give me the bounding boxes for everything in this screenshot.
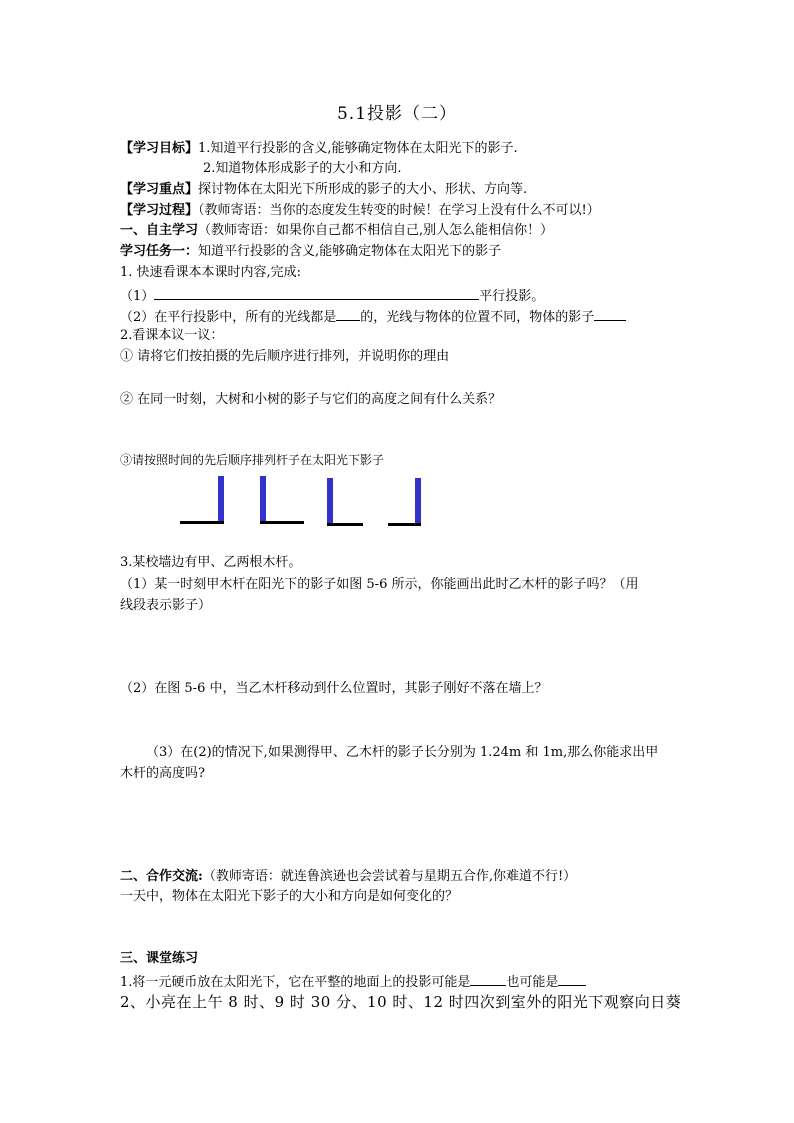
- section-1-note: （教师寄语：如果你自己都不相信自己,别人怎么能相信你！）: [198, 223, 554, 238]
- goal-item-1: 1.知道平行投影的含义,能够确定物体在太阳光下的影子.: [198, 141, 518, 156]
- question-1: 1. 快速看课本本课时内容,完成:: [120, 265, 302, 280]
- page-title: 5.1投影（二）: [336, 104, 458, 124]
- section-2-note: （教师寄语：就连鲁滨逊也会尝试着与星期五合作,你难道不行!）: [202, 869, 577, 884]
- exercise-2: 2、小亮在上午 8 时、9 时 30 分、10 时、12 时四次到室外的阳光下观察向日葵: [120, 993, 682, 1011]
- question-2-2: ② 在同一时刻，大树和小树的影子与它们的高度之间有什么关系？: [120, 392, 502, 407]
- section-2-question: 一天中，物体在太阳光下影子的大小和方向是如何变化的？: [120, 889, 459, 904]
- section-3-heading: 三、课堂练习: [120, 951, 199, 966]
- goal-item-2: 2.知道物体形成影子的大小和方向.: [203, 161, 402, 176]
- exercise-1-part-a: 1.将一元硬币放在太阳光下，它在平整的地面上的投影可能是: [120, 975, 471, 990]
- question-2-1: ① 请将它们按拍摄的先后顺序进行排列，并说明你的理由: [120, 349, 450, 364]
- question-2-3: ③请按照时间的先后顺序排列杆子在太阳光下影子: [120, 453, 385, 467]
- process-label: 【学习过程】: [120, 203, 199, 218]
- shadow-3: [327, 523, 363, 526]
- question-3-1-line-2: 线段表示影子）: [120, 598, 212, 613]
- section-1-heading: 一、自主学习: [120, 223, 199, 238]
- task-1-text: 知道平行投影的含义,能够确定物体在太阳光下的影子: [198, 244, 502, 259]
- learning-goals: [120, 141, 518, 157]
- question-1-1: [120, 286, 544, 305]
- question-1-2: [120, 307, 626, 326]
- question-1-1-suffix: 平行投影。: [479, 289, 545, 304]
- section-2-header: [120, 869, 576, 885]
- pole-1: [218, 476, 224, 524]
- question-3-3-line-1: （3）在(2)的情况下,如果测得甲、乙木杆的影子长分别为 1.24m 和 1m,那么你能求出甲: [146, 745, 659, 760]
- shadow-2: [260, 521, 304, 524]
- pole-3: [327, 478, 333, 526]
- shadow-4: [388, 523, 421, 526]
- task-1: [120, 244, 501, 260]
- exercise-blank-2[interactable]: [558, 972, 586, 986]
- question-2: 2.看课本议一议：: [120, 328, 224, 343]
- focus-label: 【学习重点】: [120, 182, 199, 197]
- answer-blank-2[interactable]: [336, 307, 360, 321]
- question-3-1-line-1: （1）某一时刻甲木杆在阳光下的影子如图 5-6 所示，你能画出此时乙木杆的影子吗？（用: [120, 577, 639, 592]
- pole-2: [260, 476, 266, 524]
- question-1-1-prefix: （1）: [120, 289, 155, 304]
- focus-text: 探讨物体在太阳光下所形成的影子的大小、形状、方向等.: [198, 182, 528, 197]
- goals-label: 【学习目标】: [120, 141, 199, 156]
- exercise-1: [120, 972, 586, 991]
- question-3-2: （2）在图 5-6 中，当乙木杆移动到什么位置时，其影子刚好不落在墙上？: [120, 681, 548, 696]
- exercise-blank-1[interactable]: [470, 972, 506, 986]
- answer-blank-1[interactable]: [154, 286, 479, 300]
- pole-shadow-figure: [170, 470, 440, 530]
- process-text: （教师寄语：当你的态度发生转变的时候！在学习上没有什么不可以!）: [198, 203, 600, 218]
- shadow-1: [180, 521, 224, 524]
- question-1-2-part-a: （2）在平行投影中，所有的光线都是: [120, 310, 337, 325]
- task-1-label: 学习任务一：: [120, 244, 199, 259]
- pole-4: [415, 478, 421, 526]
- answer-blank-3[interactable]: [594, 307, 626, 321]
- learning-process: [120, 203, 600, 219]
- learning-focus: [120, 182, 527, 198]
- question-1-2-part-b: 的，光线与物体的位置不同，物体的影子: [360, 310, 595, 325]
- section-1-header: [120, 223, 553, 239]
- question-3-3-line-2: 木杆的高度吗?: [120, 766, 205, 781]
- section-2-heading: 二、合作交流:: [120, 869, 203, 884]
- exercise-1-part-b: 也可能是: [506, 975, 559, 990]
- question-3: 3.某校墙边有甲、乙两根木杆。: [120, 555, 302, 570]
